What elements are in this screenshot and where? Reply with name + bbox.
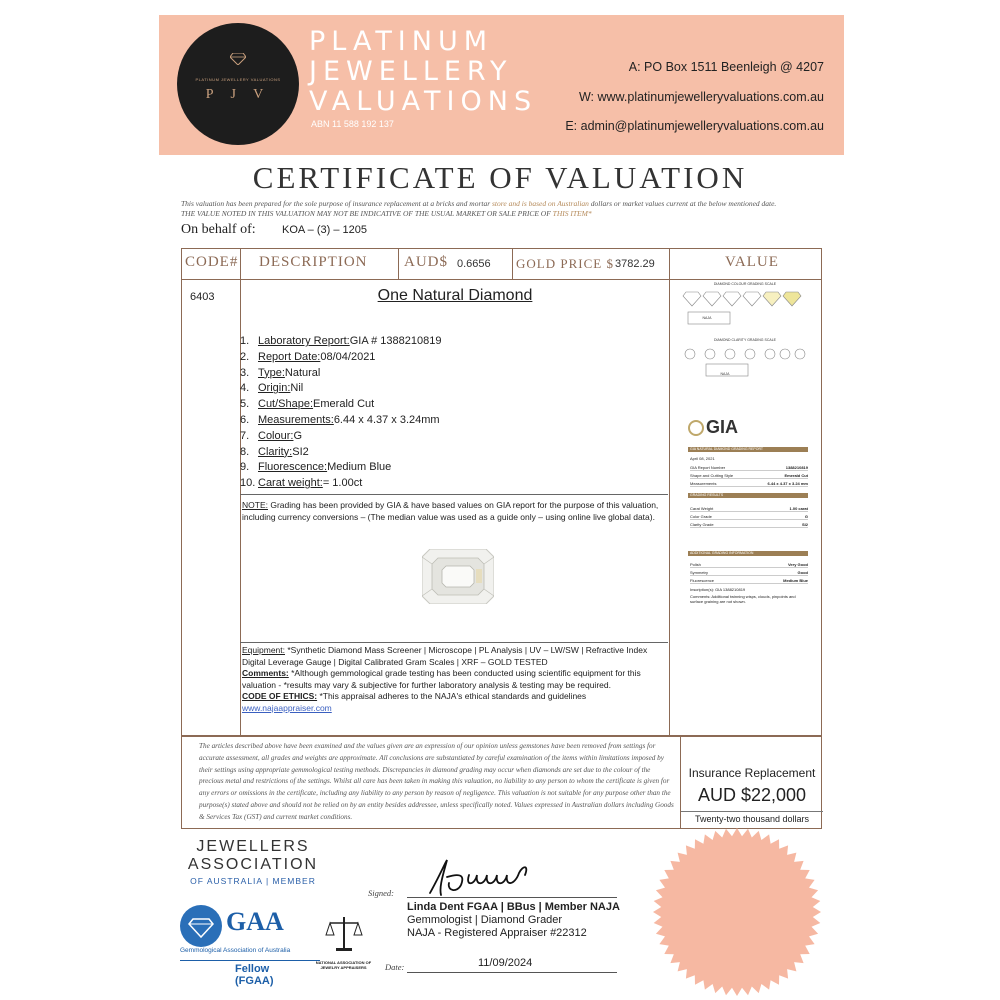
aud-header: AUD$ bbox=[404, 254, 448, 270]
valuation-table bbox=[181, 248, 822, 736]
gia-section-3: ADDITIONAL GRADING INFORMATION bbox=[690, 551, 754, 555]
clarity-scale-icon bbox=[682, 344, 812, 384]
item-title: One Natural Diamond bbox=[377, 287, 533, 304]
disclaimer-text: The articles described above have been examined and the values given are an expression of our opinion unless gemstones have been removed from settings for accurate assessment, all grades and weights are approximate. All conclusions are substantiated by careful examination of the items within limitations imposed by their settings using appropriate gemmological testing methods. Discrepancies in diamond grading may occur when diamonds are set due to the colour of the precious metal and restrictions of the settings. Whilst all care has been taken in making this valuation, no liability to any person to whom the certificate is given for any errors or omissions in the certificate, including any liability to any person by reason of negligence. This valuation is not suitable for any purpose other than the purpose(s) stated above and should not be relied on by an entity besides addressee, unless specifically noted. Values expressed in Australian dollars including Goods & Services Tax (GST) and current market conditions. bbox=[199, 742, 674, 821]
detail-row bbox=[240, 429, 441, 445]
ja-line-2: ASSOCIATION bbox=[187, 856, 319, 873]
gia-row-value: SI2 bbox=[801, 522, 808, 527]
detail-label: Report Date: bbox=[258, 350, 321, 363]
colour-scale-label: NAJA bbox=[702, 316, 712, 320]
detail-number: 5. bbox=[240, 398, 250, 411]
gia-row-key: Shape and Cutting Style bbox=[690, 473, 734, 478]
signer-role: Gemmologist | Diamond Grader bbox=[407, 914, 563, 926]
detail-row bbox=[240, 445, 441, 461]
gaa-fellow: Fellow (FGAA) bbox=[235, 963, 274, 987]
value-header: VALUE bbox=[725, 254, 779, 270]
gia-report-title: GIA NATURAL DIAMOND GRADING REPORT bbox=[690, 447, 764, 451]
insurance-amount: AUD $22,000 bbox=[697, 785, 807, 805]
behalf-label: On behalf of: bbox=[181, 222, 256, 237]
detail-value: = 1.00ct bbox=[322, 477, 363, 490]
gia-inscription: Inscription(s): GIA 1388210819 bbox=[690, 587, 746, 592]
detail-number: 9. bbox=[240, 461, 250, 474]
email-text: E: admin@platinumjewelleryvaluations.com.au bbox=[565, 119, 824, 133]
gia-row-value: 6.44 x 4.37 x 3.24 mm bbox=[767, 481, 808, 486]
signature-line bbox=[407, 897, 617, 898]
aud-value: 0.6656 bbox=[457, 258, 491, 270]
ethics-text: *This appraisal adheres to the NAJA's ethical standards and guidelines bbox=[317, 691, 587, 701]
date-line bbox=[407, 972, 617, 973]
detail-value: 6.44 x 4.37 x 3.24mm bbox=[333, 413, 440, 426]
behalf-value: KOA – (3) – 1205 bbox=[282, 224, 367, 236]
detail-value: Natural bbox=[284, 366, 321, 379]
naja-text: NATIONAL ASSOCIATION OF JEWELRY APPRAISERS bbox=[315, 960, 372, 970]
insurance-label: Insurance Replacement bbox=[688, 766, 816, 780]
detail-row bbox=[240, 334, 441, 350]
detail-label: Laboratory Report: bbox=[258, 335, 350, 347]
handwritten-signature bbox=[425, 855, 555, 900]
gaa-emblem-icon bbox=[180, 905, 222, 947]
date-label: Date: bbox=[385, 962, 405, 972]
equipment-section bbox=[242, 645, 667, 714]
detail-row bbox=[240, 381, 441, 397]
grading-note: NOTE: Grading has been provided by GIA & have based values on GIA report for the purpose of this valuation, including currency conversions – (The median value was used as a guide only – using online live global data). bbox=[242, 500, 659, 522]
equipment-text: *Synthetic Diamond Mass Screener | Microscope | PL Analysis | UV – LW/SW | Refractive Index Digital Leverage Gauge | Digital Calibrated Gram Scales | XRF – GOLD TESTED bbox=[242, 645, 648, 667]
detail-number: 7. bbox=[240, 429, 250, 442]
clarity-scale-title: DIAMOND CLARITY GRADING SCALE bbox=[714, 338, 776, 342]
gia-row bbox=[690, 481, 808, 487]
signer-name: Linda Dent FGAA | BBus | Member NAJA bbox=[407, 901, 620, 913]
logo-small-text: PLATINUM JEWELLERY VALUATIONS bbox=[195, 77, 281, 82]
colour-scale-icon bbox=[682, 288, 812, 328]
gaa-subtitle: Gemmological Association of Australia bbox=[180, 947, 291, 954]
certificate-title: CERTIFICATE OF VALUATION bbox=[252, 160, 748, 195]
gia-row-key: Clarity Grade bbox=[690, 522, 714, 527]
signed-label: Signed: bbox=[368, 888, 394, 898]
item-code: 6403 bbox=[190, 291, 215, 303]
gia-row bbox=[690, 514, 808, 520]
detail-label: Clarity: bbox=[258, 445, 293, 458]
gia-row-key: Symmetry bbox=[690, 570, 708, 575]
diamond-image bbox=[422, 549, 494, 604]
detail-number: 1. bbox=[240, 335, 250, 347]
gia-row-value: Medium Blue bbox=[783, 578, 808, 583]
naja-link[interactable]: www.najaappraiser.com bbox=[242, 702, 332, 713]
website-text: W: www.platinumjewelleryvaluations.com.au bbox=[578, 90, 824, 104]
detail-row bbox=[240, 460, 441, 476]
gia-row-value: 1.00 carat bbox=[789, 506, 808, 511]
gia-row bbox=[690, 473, 808, 479]
gia-row bbox=[690, 570, 808, 576]
gia-row-value: Good bbox=[797, 570, 808, 575]
detail-label: Carat weight: bbox=[258, 477, 323, 490]
detail-label: Colour: bbox=[258, 429, 294, 442]
scales-of-justice-icon bbox=[324, 915, 364, 953]
detail-label: Fluorescence: bbox=[258, 461, 328, 474]
column-divider bbox=[512, 249, 513, 279]
detail-value: Medium Blue bbox=[327, 461, 392, 474]
ja-line-3: OF AUSTRALIA | MEMBER bbox=[190, 876, 316, 886]
detail-row bbox=[240, 397, 441, 413]
disclaimer-box bbox=[181, 736, 822, 829]
logo-initials: P J V bbox=[205, 87, 271, 102]
description-header: DESCRIPTION bbox=[259, 254, 368, 270]
gia-row bbox=[690, 578, 808, 584]
brand-line-2: JEWELLERY bbox=[309, 56, 513, 87]
detail-label: Type: bbox=[258, 366, 285, 379]
signer-registration: NAJA - Registered Appraiser #22312 bbox=[407, 927, 587, 939]
detail-row bbox=[240, 366, 441, 382]
gold-price-value: 3782.29 bbox=[615, 258, 655, 270]
detail-row bbox=[240, 350, 441, 366]
detail-value: SI2 bbox=[292, 445, 309, 458]
gia-row-key: Carat Weight bbox=[690, 506, 714, 511]
gia-row-key: Color Grade bbox=[690, 514, 712, 519]
naja-logo bbox=[311, 915, 376, 970]
detail-number: 3. bbox=[240, 366, 250, 379]
detail-label: Origin: bbox=[258, 382, 291, 395]
detail-number: 4. bbox=[240, 382, 250, 395]
gia-report-date: April 08, 2021 bbox=[690, 456, 715, 461]
detail-value: 08/04/2021 bbox=[320, 350, 376, 363]
company-logo bbox=[177, 23, 299, 145]
gia-row-value: Emerald Cut bbox=[784, 473, 808, 478]
gia-row-key: Measurements bbox=[690, 481, 717, 486]
gia-row-value: Very Good bbox=[787, 562, 808, 567]
diamond-icon bbox=[230, 53, 246, 65]
intro-line-2: THE VALUE NOTED IN THIS VALUATION MAY NOT BE INDICATIVE OF THE USUAL MARKET OR SALE PRICE OF THIS ITEM* bbox=[181, 209, 592, 218]
gia-row-key: GIA Report Number bbox=[690, 465, 726, 470]
gia-section-2: GRADING RESULTS bbox=[690, 493, 724, 497]
gia-row-value: G bbox=[804, 514, 808, 519]
detail-value: Emerald Cut bbox=[313, 398, 375, 411]
insurance-words: Twenty-two thousand dollars bbox=[681, 811, 823, 824]
gaa-text: GAA bbox=[226, 907, 284, 936]
address-text: A: PO Box 1511 Beenleigh @ 4207 bbox=[628, 60, 824, 74]
details-list bbox=[240, 334, 441, 492]
abn-number: ABN 11 588 192 137 bbox=[311, 119, 394, 129]
gia-row bbox=[690, 562, 808, 568]
brand-line-1: PLATINUM bbox=[309, 26, 494, 57]
gia-seal-icon bbox=[688, 420, 704, 436]
gia-row-key: Fluorescence bbox=[690, 578, 715, 583]
divider bbox=[180, 960, 320, 961]
intro-line-1: This valuation has been prepared for the sole purpose of insurance replacement at a bricks and mortar store and is based on Australian dollars or market values current at the below mentioned date. bbox=[181, 199, 777, 208]
gia-row bbox=[690, 522, 808, 528]
ja-line-1: JEWELLERS bbox=[196, 838, 310, 855]
comments-label: Comments: bbox=[242, 668, 289, 678]
gold-price-header: GOLD PRICE $ bbox=[516, 256, 614, 271]
gia-logo: GIA bbox=[688, 417, 738, 438]
detail-label: Measurements: bbox=[258, 413, 334, 426]
detail-number: 2. bbox=[240, 350, 250, 363]
code-header: CODE# bbox=[185, 254, 239, 270]
date-value: 11/09/2024 bbox=[478, 957, 533, 969]
header-banner bbox=[159, 15, 844, 155]
gia-comments: Comments: Additional twinning wisps, clouds, pinpoints and surface graining are not shown. bbox=[690, 594, 796, 604]
brand-line-3: VALUATIONS bbox=[309, 86, 538, 117]
header-divider bbox=[182, 279, 821, 280]
gia-row bbox=[690, 506, 808, 512]
column-divider bbox=[398, 249, 399, 279]
seal-stamp bbox=[652, 827, 822, 997]
colour-scale-title: DIAMOND COLOUR GRADING SCALE bbox=[713, 282, 777, 286]
detail-number: 8. bbox=[240, 445, 250, 458]
detail-row bbox=[240, 476, 441, 492]
detail-row bbox=[240, 413, 441, 429]
gia-row bbox=[690, 465, 808, 471]
clarity-scale-label: NAJA bbox=[720, 372, 730, 376]
detail-value: GIA # 1388210819 bbox=[349, 335, 442, 347]
divider bbox=[240, 642, 668, 643]
ethics-label: CODE OF ETHICS: bbox=[242, 691, 318, 701]
detail-number: 10. bbox=[240, 477, 256, 490]
insurance-box bbox=[680, 737, 823, 828]
gia-row-value: 1388210819 bbox=[785, 465, 808, 470]
comments-text: *Although gemmological grade testing has been conducted using scientific equipment for this valuation - *results may vary & subjective for further laboratory analysis & testing may be required. bbox=[242, 668, 641, 690]
column-divider bbox=[669, 249, 670, 737]
detail-label: Cut/Shape: bbox=[258, 398, 314, 411]
divider bbox=[240, 494, 668, 495]
column-divider bbox=[240, 249, 241, 737]
gia-row-key: Polish bbox=[690, 562, 701, 567]
detail-value: G bbox=[293, 429, 303, 442]
detail-number: 6. bbox=[240, 413, 250, 426]
equipment-label: Equipment: bbox=[242, 645, 285, 655]
detail-value: Nil bbox=[290, 382, 304, 395]
jewellers-association-logo bbox=[183, 838, 323, 886]
